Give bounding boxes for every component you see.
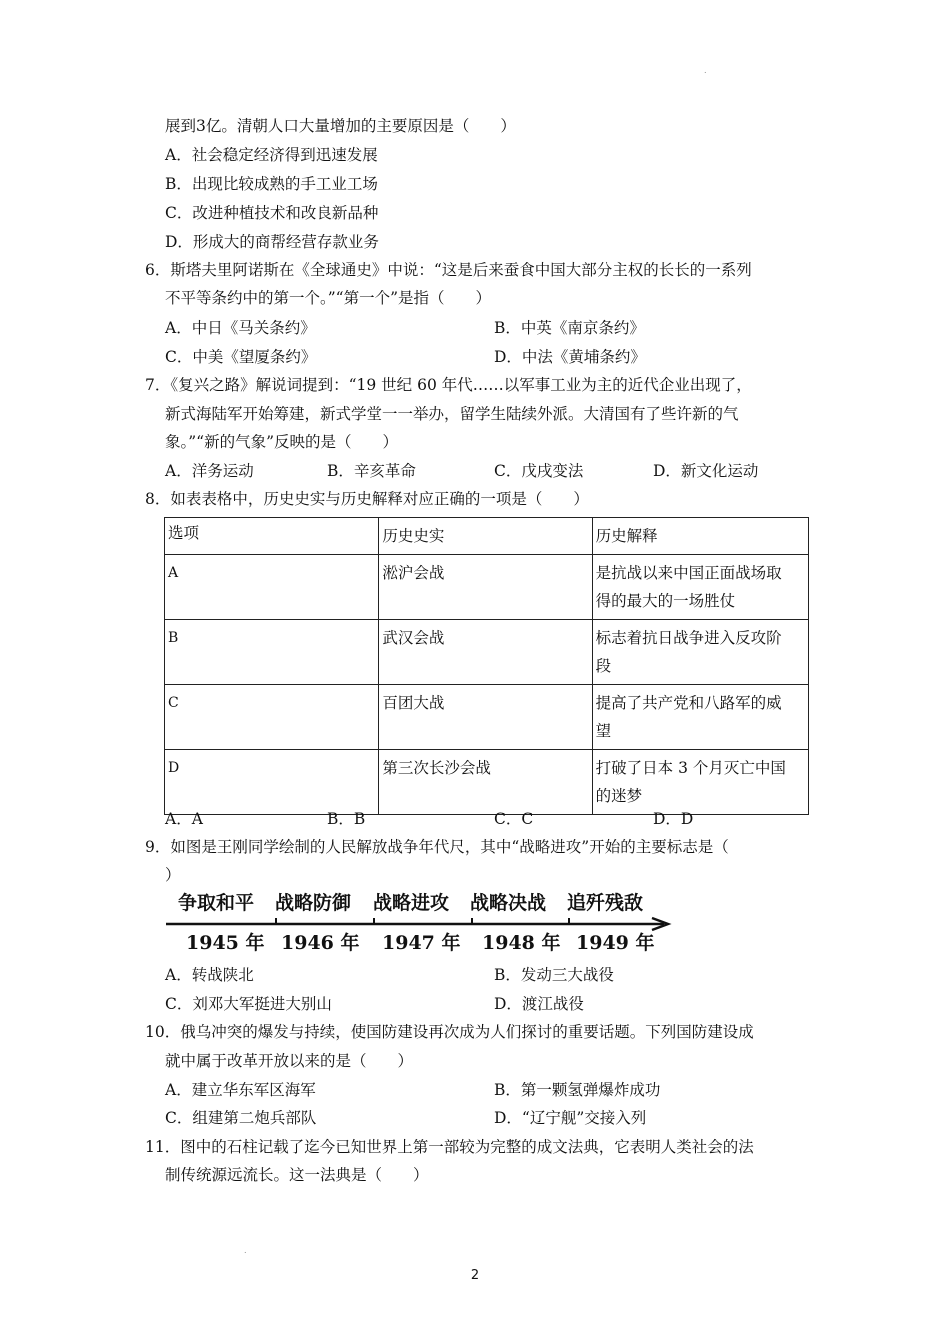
row-explanation-line1: 打破了日本 3 个月灭亡中国	[595, 759, 786, 777]
timeline-year: 1948 年	[482, 932, 561, 954]
row-explanation	[592, 555, 808, 620]
row-explanation-line1: 提高了共产党和八路军的威	[595, 694, 782, 712]
timeline-stage-label: 战略决战	[470, 892, 547, 914]
q6-option-a: A．中日《马关条约》	[165, 319, 316, 337]
q7-option-a: A．洋务运动	[165, 462, 254, 480]
row-option: C	[165, 685, 379, 750]
war-timeline-figure	[164, 888, 674, 958]
q10-stem-line2: 就中属于改革开放以来的是（ ）	[165, 1052, 414, 1070]
header-option: 选项	[165, 518, 379, 555]
row-explanation-line2: 得的最大的一场胜仗	[595, 592, 736, 610]
q7-stem-line1: 7．《复兴之路》解说词提到：“19 世纪 60 年代……以军事工业为主的近代企业出现了，	[145, 376, 752, 394]
q9-stem-line1: 9．如图是王刚同学绘制的人民解放战争年代尺，其中“战略进攻”开始的主要标志是（	[145, 838, 729, 856]
row-explanation-line2: 的迷梦	[595, 787, 643, 805]
timeline-stage-label: 战略进攻	[373, 892, 450, 914]
q10-stem-line1: 10．俄乌冲突的爆发与持续，使国防建设再次成为人们探讨的重要话题。下列国防建设成	[145, 1023, 754, 1041]
q10-option-a: A．建立华东军区海军	[165, 1081, 316, 1099]
row-explanation-line2: 望	[595, 722, 612, 740]
page-number: 2	[470, 1268, 480, 1283]
timeline-year: 1949 年	[576, 932, 655, 954]
table-row	[165, 750, 809, 815]
row-fact: 百团大战	[379, 685, 592, 750]
row-fact: 武汉会战	[379, 620, 592, 685]
q6-stem-line1: 6．斯塔夫里阿诺斯在《全球通史》中说：“这是后来蚕食中国大部分主权的长长的一系列	[145, 261, 752, 279]
q8-table	[164, 517, 809, 815]
row-explanation	[592, 685, 808, 750]
header-explanation: 历史解释	[592, 518, 808, 555]
row-option: B	[165, 620, 379, 685]
q9-option-c: C．刘邓大军挺进大别山	[165, 995, 332, 1013]
row-fact: 第三次长沙会战	[379, 750, 592, 815]
q8-stem: 8．如表表格中，历史史实与历史解释对应正确的一项是（ ）	[145, 490, 589, 508]
timeline-year: 1947 年	[382, 932, 461, 954]
row-explanation	[592, 620, 808, 685]
q11-stem-line1: 11．图中的石柱记载了迄今已知世界上第一部较为完整的成文法典，它表明人类社会的法	[145, 1138, 754, 1156]
q9-stem-line2: ）	[165, 866, 181, 884]
table-row	[165, 555, 809, 620]
q9-option-d: D．渡江战役	[494, 995, 584, 1013]
table-row	[165, 620, 809, 685]
q7-option-b: B．辛亥革命	[327, 462, 416, 480]
timeline-year: 1945 年	[186, 932, 265, 954]
timeline-stage-label: 争取和平	[178, 892, 255, 914]
row-explanation-line1: 标志着抗日战争进入反攻阶	[595, 629, 782, 647]
q5-stem-continued: 展到3亿。清朝人口大量增加的主要原因是（ ）	[165, 117, 516, 135]
timeline-stage-label: 追歼残敌	[567, 892, 644, 914]
row-option: D	[165, 750, 379, 815]
q11-stem-line2: 制传统源远流长。这一法典是（ ）	[165, 1166, 429, 1184]
q8-option-d: D．D	[653, 810, 694, 828]
timeline-stage-label: 战略防御	[275, 892, 352, 914]
table-header-row	[165, 518, 809, 555]
q8-option-c: C．C	[494, 810, 534, 828]
row-explanation-line1: 是抗战以来中国正面战场取	[595, 564, 782, 582]
q6-stem-line2: 不平等条约中的第一个。”“第一个”是指（ ）	[165, 289, 492, 307]
header-fact: 历史史实	[379, 518, 592, 555]
q5-option-d: D．形成大的商帮经营存款业务	[165, 233, 379, 251]
q5-option-b: B．出现比较成熟的手工业工场	[165, 175, 378, 193]
row-option: A	[165, 555, 379, 620]
q8-option-b: B．B	[327, 810, 366, 828]
q9-option-b: B．发动三大战役	[494, 966, 614, 984]
q7-stem-line2: 新式海陆军开始筹建，新式学堂一一举办，留学生陆续外派。大清国有了些许新的气	[165, 405, 739, 423]
timeline-year: 1946 年	[281, 932, 360, 954]
q10-option-c: C．组建第二炮兵部队	[165, 1109, 317, 1127]
row-fact: 淞沪会战	[379, 555, 592, 620]
row-explanation	[592, 750, 808, 815]
q8-option-a: A．A	[165, 810, 203, 828]
q6-option-b: B．中英《南京条约》	[494, 319, 645, 337]
row-explanation-line2: 段	[595, 657, 612, 675]
scan-dot: .	[244, 1246, 247, 1255]
q10-option-d: D．“辽宁舰”交接入列	[494, 1109, 647, 1127]
q7-option-d: D．新文化运动	[653, 462, 759, 480]
q6-option-d: D．中法《黄埔条约》	[494, 348, 646, 366]
q5-option-a: A．社会稳定经济得到迅速发展	[165, 146, 378, 164]
q5-option-c: C．改进种植技术和改良新品种	[165, 204, 379, 222]
scan-dot: .	[704, 66, 707, 75]
table-row	[165, 685, 809, 750]
q10-option-b: B．第一颗氢弹爆炸成功	[494, 1081, 661, 1099]
q6-option-c: C．中美《望厦条约》	[165, 348, 317, 366]
q7-stem-line3: 象。”“新的气象”反映的是（ ）	[165, 433, 399, 451]
q7-option-c: C．戊戌变法	[494, 462, 584, 480]
q9-option-a: A．转战陕北	[165, 966, 254, 984]
